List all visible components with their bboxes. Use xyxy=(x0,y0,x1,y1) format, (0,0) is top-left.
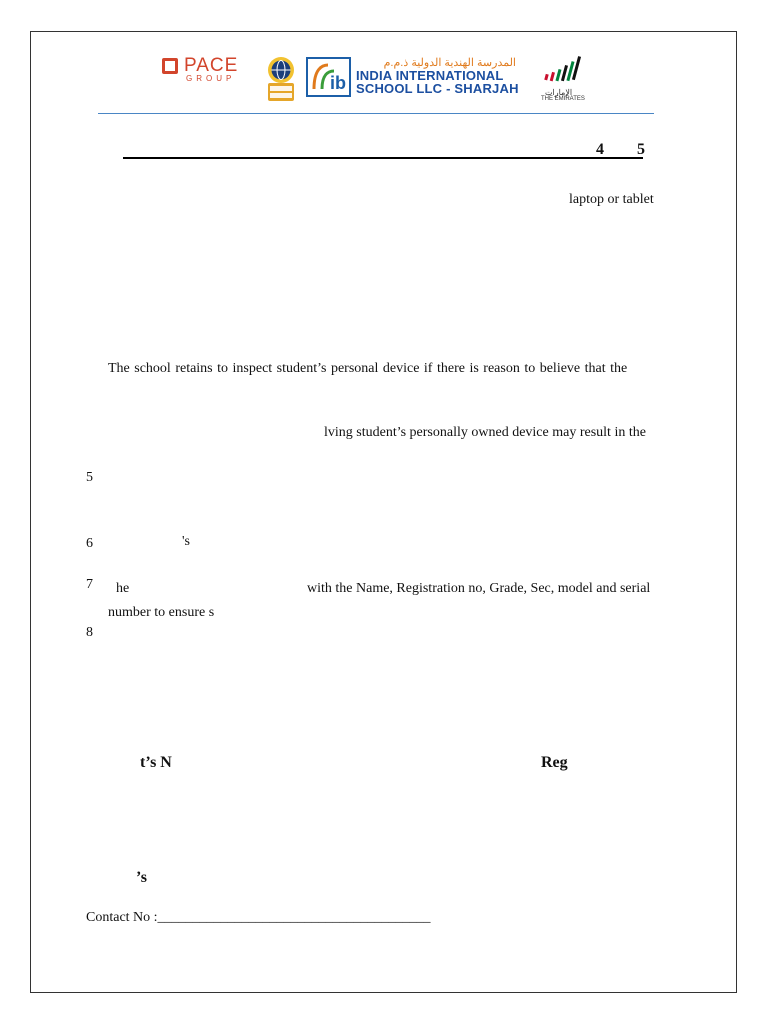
pace-logo-subtext: GROUP xyxy=(186,74,236,83)
record-holder-badge xyxy=(265,56,297,102)
title-underline xyxy=(123,157,643,159)
item-7-line2: number to ensure s xyxy=(108,605,215,620)
school-name-line2: SCHOOL LLC - SHARJAH xyxy=(356,81,519,96)
globe-badge-icon xyxy=(265,56,297,102)
parent-name-label: ’s xyxy=(136,869,147,886)
school-name-block xyxy=(356,58,519,95)
contact-number-field: Contact No :_______________________________________ xyxy=(86,910,431,925)
item-5-number: 5 xyxy=(86,470,93,485)
laptop-tablet-text: laptop or tablet xyxy=(569,192,654,207)
emirates-bars-icon xyxy=(541,52,593,88)
item-7-he: he xyxy=(116,581,130,596)
emirates-english-text: THE EMIRATES xyxy=(541,96,585,102)
pace-logo-icon xyxy=(162,58,178,74)
item-7-number: 7 xyxy=(86,577,93,592)
title-number-b: 5 xyxy=(637,141,645,158)
iis-emblem-icon xyxy=(308,59,349,95)
iis-emblem xyxy=(306,57,351,97)
school-name-line1: INDIA INTERNATIONAL xyxy=(356,68,504,83)
item-6-number: 6 xyxy=(86,536,93,551)
pace-logo-text: PACE xyxy=(184,55,239,76)
item-8-number: 8 xyxy=(86,625,93,640)
page-border xyxy=(30,31,737,993)
item-6-fragment: 's xyxy=(182,534,190,549)
pace-group-logo xyxy=(162,55,246,85)
the-emirates-logo xyxy=(541,52,593,104)
school-name-arabic: المدرسة الهندية الدولية ذ.م.م xyxy=(383,57,516,69)
header-divider xyxy=(98,113,654,114)
title-number-a: 4 xyxy=(596,141,604,158)
svg-text:ib: ib xyxy=(330,73,346,93)
inspect-device-text: The school retains to inspect student’s personal device if there is reason to believe that the xyxy=(108,361,628,376)
registration-label: Reg xyxy=(541,754,568,771)
emirates-arabic-text: الإمارات xyxy=(545,88,573,97)
student-name-label: t’s N xyxy=(140,754,172,771)
item-7-text: with the Name, Registration no, Grade, Sec, model and serial xyxy=(307,581,651,596)
involving-device-text: lving student’s personally owned device may result in the xyxy=(324,425,646,440)
